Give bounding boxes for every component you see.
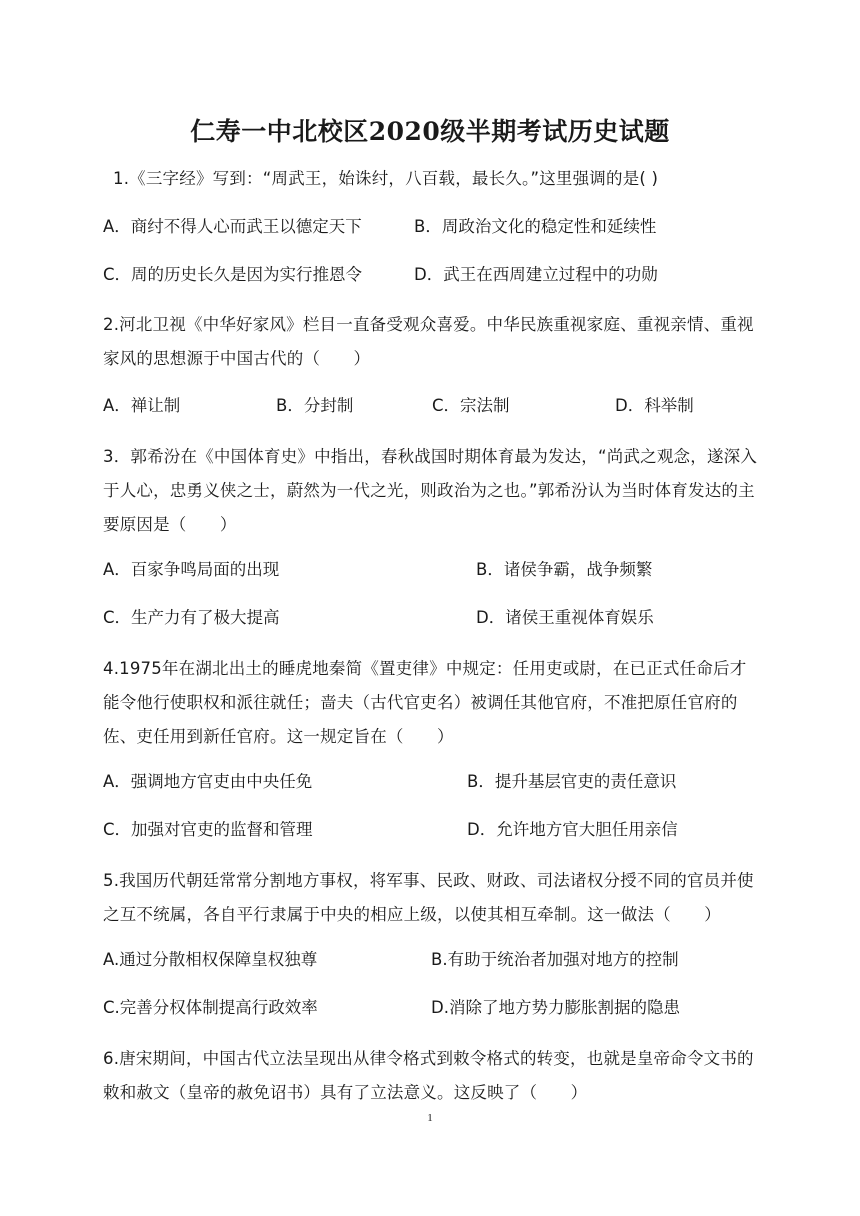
question-4-option-a: A．强调地方官吏由中央任免: [103, 772, 313, 791]
question-4-option-c: C．加强对官吏的监督和管理: [103, 820, 313, 839]
question-1-option-a: A．商纣不得人心而武王以德定天下: [103, 217, 362, 236]
question-3-stem: 3．郭希汾在《中国体育史》中指出，春秋战国时期体育最为发达，“尚武之观念，遂深入于人心，忠勇义侠之士，蔚然为一代之光，则政治为之也。”郭希汾认为当时体育发达的主要原因是（ ）: [103, 447, 758, 534]
question-2-stem: 2.河北卫视《中华好家风》栏目一直备受观众喜爱。中华民族重视家庭、重视亲情、重视家风的思想源于中国古代的（ ）: [103, 315, 754, 368]
exam-title: 仁寿一中北校区2020级半期考试历史试题: [190, 117, 670, 146]
question-4-stem: 4.1975年在湖北出土的睡虎地秦简《置吏律》中规定：任用吏或尉，在已正式任命后才能令他行使职权和派往就任；啬夫（古代官吏名）被调任其他官府，不准把原任官府的佐、吏任用到新任官府。这一规定旨在（ ）: [103, 659, 747, 746]
question-3-option-b: B．诸侯争霸，战争频繁: [476, 560, 653, 579]
question-5-stem: 5.我国历代朝廷常常分割地方事权，将军事、民政、财政、司法诸权分授不同的官员并使之互不统属，各自平行隶属于中央的相应上级，以使其相互牵制。这一做法（ ）: [103, 871, 754, 924]
question-1-option-d: D．武王在西周建立过程中的功勋: [414, 265, 658, 284]
question-3-option-a: A．百家争鸣局面的出现: [103, 560, 280, 579]
question-4-option-b: B．提升基层官吏的责任意识: [467, 772, 677, 791]
question-5-option-d: D.消除了地方势力膨胀割据的隐患: [431, 998, 680, 1017]
question-1-option-c: C．周的历史长久是因为实行推恩令: [103, 265, 363, 284]
question-2-option-c: C．宗法制: [432, 396, 510, 415]
question-5-option-a: A.通过分散相权保障皇权独尊: [103, 950, 318, 969]
question-2-option-b: B．分封制: [276, 396, 354, 415]
question-3-option-c: C．生产力有了极大提高: [103, 608, 280, 627]
question-1-option-b: B．周政治文化的稳定性和延续性: [414, 217, 657, 236]
question-4-option-d: D．允许地方官大胆任用亲信: [467, 820, 678, 839]
question-1-stem: 1.《三字经》写到：“周武王，始诛纣，八百载，最长久。”这里强调的是( ): [113, 169, 659, 188]
question-2-option-d: D．科举制: [615, 396, 694, 415]
question-5-option-b: B.有助于统治者加强对地方的控制: [431, 950, 679, 969]
page-number: 1: [427, 1112, 433, 1124]
question-5-option-c: C.完善分权体制提高行政效率: [103, 998, 318, 1017]
question-3-option-d: D．诸侯王重视体育娱乐: [476, 608, 654, 627]
question-6-stem: 6.唐宋期间，中国古代立法呈现出从律令格式到敕令格式的转变，也就是皇帝命令文书的敕和赦文（皇帝的赦免诏书）具有了立法意义。这反映了（ ）: [103, 1049, 754, 1102]
question-2-option-a: A．禅让制: [103, 396, 181, 415]
